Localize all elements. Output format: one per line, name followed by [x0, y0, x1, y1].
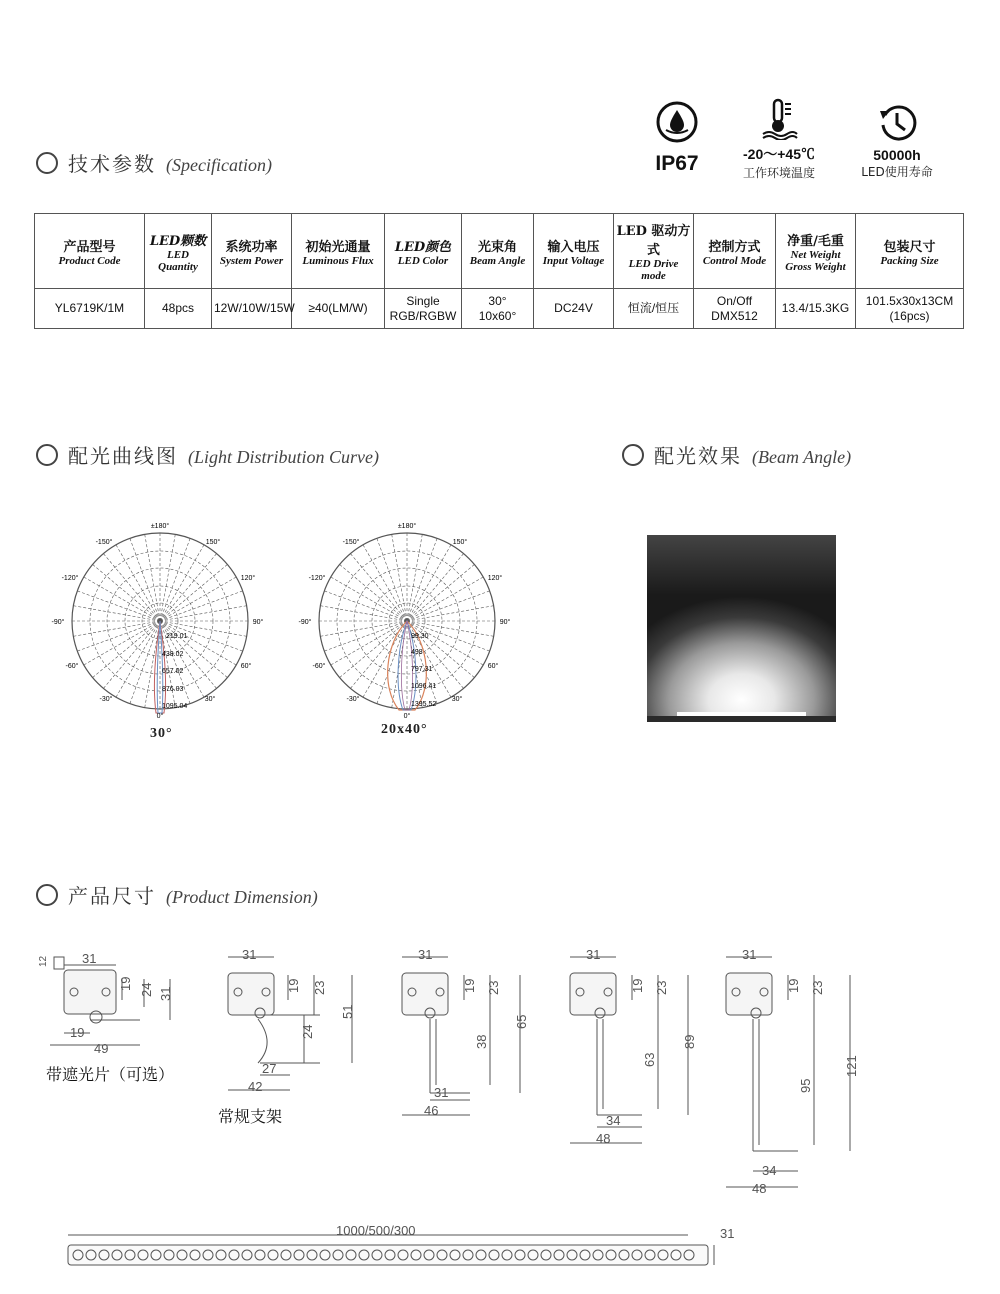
- angle-label: 120°: [240, 575, 256, 582]
- polar-spoke: [407, 545, 451, 621]
- polar-spoke: [324, 621, 407, 651]
- polar-chart-30: [48, 518, 273, 723]
- radius-value-label: 657.02: [162, 668, 184, 675]
- dim-label: 31: [586, 947, 601, 962]
- cell-product-code: YL6719K/1M: [35, 289, 145, 329]
- polar-spoke: [160, 538, 190, 621]
- angle-label: 60°: [240, 663, 252, 670]
- angle-label: -150°: [342, 539, 360, 546]
- angle-label: 30°: [451, 696, 463, 703]
- dimension-drawing-standard: [228, 957, 352, 1090]
- circle-bullet-icon: [622, 444, 644, 466]
- dim-label: 27: [262, 1061, 277, 1076]
- table-row: [35, 289, 964, 329]
- radius-value-label: 99.30: [411, 633, 429, 640]
- angle-label: 60°: [487, 663, 499, 670]
- dim-label: 63: [642, 1052, 657, 1067]
- dim-label: 31: [82, 951, 97, 966]
- header-system-power: 系统功率 System Power: [212, 214, 292, 289]
- polar-spoke: [84, 577, 160, 621]
- dimension-drawing-shade: [50, 957, 170, 1045]
- angle-label: -30°: [99, 696, 113, 703]
- dim-label: 19: [630, 978, 645, 993]
- angle-label: 150°: [452, 539, 468, 546]
- dim-label: 19: [118, 976, 133, 991]
- polar-spoke: [160, 577, 236, 621]
- angle-label: 90°: [499, 619, 511, 626]
- angle-label: -120°: [308, 575, 326, 582]
- polar-spoke: [331, 577, 407, 621]
- polar-spoke: [130, 538, 160, 621]
- dim-label: 46: [424, 1103, 439, 1118]
- dim-label: 23: [312, 980, 327, 995]
- polar-spoke: [331, 621, 407, 665]
- dim-label: 51: [340, 1004, 355, 1019]
- radius-value-label: 1395.52: [411, 701, 437, 708]
- dim-label: 34: [606, 1113, 621, 1128]
- angle-label: -90°: [298, 619, 312, 626]
- cell-led-quantity: 48pcs: [145, 289, 212, 329]
- spec-table-header-row: [35, 214, 964, 289]
- polar-spoke: [407, 577, 483, 621]
- radius-value-label: 797.31: [411, 666, 433, 673]
- angle-label: -60°: [312, 663, 326, 670]
- dimension-drawings: [30, 945, 990, 1285]
- dim-label: 31: [742, 947, 757, 962]
- dim-label: 12: [38, 955, 49, 967]
- badge-temperature-range: -20～+45℃: [743, 146, 815, 162]
- section-title-cn: 配光曲线图: [68, 444, 178, 468]
- polar-spoke: [160, 591, 243, 621]
- dim-label: 49: [94, 1041, 109, 1056]
- badge-ip67: [622, 100, 732, 176]
- polar-chart-caption: 20x40°: [381, 722, 428, 737]
- dim-label: 23: [654, 980, 669, 995]
- header-luminous-flux: 初始光通量 Luminous Flux: [292, 214, 385, 289]
- spec-table: [34, 213, 964, 329]
- polar-chart-caption: 30°: [150, 726, 173, 741]
- dim-label: 38: [474, 1034, 489, 1049]
- dim-label: 121: [844, 1055, 859, 1077]
- dimension-caption-shade: 带遮光片（可选）: [46, 1065, 175, 1084]
- radius-value-label: 438.02: [162, 651, 184, 658]
- header-product-code: 产品型号 Product Code: [35, 214, 145, 289]
- header-input-voltage: 输入电压 Input Voltage: [534, 214, 614, 289]
- cell-control-mode: On/Off DMX512: [694, 289, 776, 329]
- dim-label-bar-height: 31: [720, 1226, 735, 1241]
- polar-spoke: [160, 621, 236, 665]
- angle-label: 0°: [403, 713, 411, 720]
- angle-label: 90°: [252, 619, 264, 626]
- polar-spoke: [377, 538, 407, 621]
- circle-bullet-icon: [36, 444, 58, 466]
- badge-temperature-caption: 工作环境温度: [742, 166, 815, 180]
- polar-spoke: [324, 591, 407, 621]
- cell-drive-mode: 恒流/恒压: [614, 289, 694, 329]
- dim-label: 19: [462, 978, 477, 993]
- badge-lifetime-caption: LED使用寿命: [861, 165, 933, 179]
- thermometer-icon: [759, 98, 799, 140]
- cell-weight: 13.4/15.3KG: [776, 289, 856, 329]
- header-packing-size: 包装尺寸 Packing Size: [856, 214, 964, 289]
- section-title-light: [36, 440, 379, 469]
- dim-label: 48: [596, 1131, 611, 1146]
- header-beam-angle: 光束角 Beam Angle: [462, 214, 534, 289]
- polar-spoke: [77, 621, 160, 651]
- radius-value-label: 1095.04: [162, 703, 188, 710]
- dim-label: 31: [434, 1085, 449, 1100]
- cell-packing-size: 101.5x30x13CM (16pcs): [856, 289, 964, 329]
- angle-label: ±180°: [150, 523, 170, 530]
- dim-label: 31: [158, 986, 173, 1001]
- radius-value-label: 1096.41: [411, 683, 437, 690]
- badge-temperature: [724, 98, 834, 181]
- section-title-spec: [36, 148, 272, 177]
- polar-spoke: [377, 621, 407, 704]
- section-title-dimension: [36, 880, 318, 909]
- header-led-color: LED颜色 LED Color: [385, 214, 462, 289]
- bar-front-view: [68, 1235, 714, 1265]
- polar-spoke: [160, 545, 204, 621]
- section-title-cn: 产品尺寸: [68, 884, 156, 908]
- angle-label: 150°: [205, 539, 221, 546]
- angle-label: -150°: [95, 539, 113, 546]
- header-weight: 净重/毛重 Net Weight Gross Weight: [776, 214, 856, 289]
- dim-label-bar-length: 1000/500/300: [336, 1223, 416, 1238]
- section-title-cn: 技术参数: [68, 152, 156, 176]
- badge-ip-rating: IP67: [655, 152, 699, 175]
- angle-label: -30°: [346, 696, 360, 703]
- polar-spoke: [407, 621, 483, 665]
- angle-label: -90°: [51, 619, 65, 626]
- beam-effect-photo: [647, 535, 836, 722]
- polar-spoke: [363, 545, 407, 621]
- circle-bullet-icon: [36, 152, 58, 174]
- circle-bullet-icon: [36, 884, 58, 906]
- header-control-mode: 控制方式 Control Mode: [694, 214, 776, 289]
- polar-spoke: [84, 621, 160, 665]
- dimension-drawing-65: [402, 957, 520, 1115]
- angle-label: 0°: [156, 713, 164, 720]
- angle-label: -120°: [61, 575, 79, 582]
- section-title-en: (Light Distribution Curve): [188, 447, 380, 467]
- section-title-beam: [622, 440, 851, 469]
- section-title-en: (Specification): [166, 155, 272, 175]
- dimension-drawing-89: [570, 957, 688, 1143]
- dim-label: 24: [300, 1024, 315, 1039]
- cell-system-power: 12W/10W/15W: [212, 289, 292, 329]
- dim-label: 24: [139, 982, 154, 997]
- waterproof-drop-icon: [655, 100, 699, 144]
- dim-label: 19: [286, 978, 301, 993]
- dim-label: 95: [798, 1078, 813, 1093]
- dim-label: 34: [762, 1163, 777, 1178]
- polar-spoke: [77, 591, 160, 621]
- dim-label: 31: [418, 947, 433, 962]
- dim-label: 42: [248, 1079, 263, 1094]
- header-drive-mode: LED 驱动方式 LED Drive mode: [614, 214, 694, 289]
- section-title-cn: 配光效果: [654, 444, 742, 468]
- cell-luminous-flux: ≥40(LM/W): [292, 289, 385, 329]
- dim-label: 23: [810, 980, 825, 995]
- angle-label: -60°: [65, 663, 79, 670]
- dim-label: 31: [242, 947, 257, 962]
- badge-lifetime-hours: 50000h: [873, 147, 921, 163]
- clock-icon: [877, 103, 917, 143]
- cell-led-color: Single RGB/RGBW: [385, 289, 462, 329]
- dim-label: 65: [514, 1014, 529, 1029]
- polar-spoke: [116, 621, 160, 697]
- polar-spoke: [116, 545, 160, 621]
- polar-spoke: [407, 538, 437, 621]
- polar-spoke: [363, 621, 407, 697]
- polar-spoke: [407, 591, 490, 621]
- angle-label: 30°: [204, 696, 216, 703]
- cell-input-voltage: DC24V: [534, 289, 614, 329]
- cell-beam-angle: 30° 10x60°: [462, 289, 534, 329]
- section-title-en: (Beam Angle): [752, 447, 852, 467]
- radius-value-label: 498: [411, 649, 423, 656]
- header-led-quantity: LED颗数 LED Quantity: [145, 214, 212, 289]
- dim-label: 89: [682, 1034, 697, 1049]
- dim-label: 48: [752, 1181, 767, 1196]
- dim-label: 19: [786, 978, 801, 993]
- radius-value-label: 876.03: [162, 686, 184, 693]
- section-title-en: (Product Dimension): [166, 887, 318, 907]
- polar-chart-20x40: [295, 518, 520, 723]
- radius-value-label: 219.01: [166, 633, 188, 640]
- angle-label: 120°: [487, 575, 503, 582]
- badge-lifetime: [842, 103, 952, 180]
- angle-label: ±180°: [397, 523, 417, 530]
- dim-label: 19: [70, 1025, 85, 1040]
- dim-label: 23: [486, 980, 501, 995]
- dimension-caption-standard: 常规支架: [218, 1107, 283, 1126]
